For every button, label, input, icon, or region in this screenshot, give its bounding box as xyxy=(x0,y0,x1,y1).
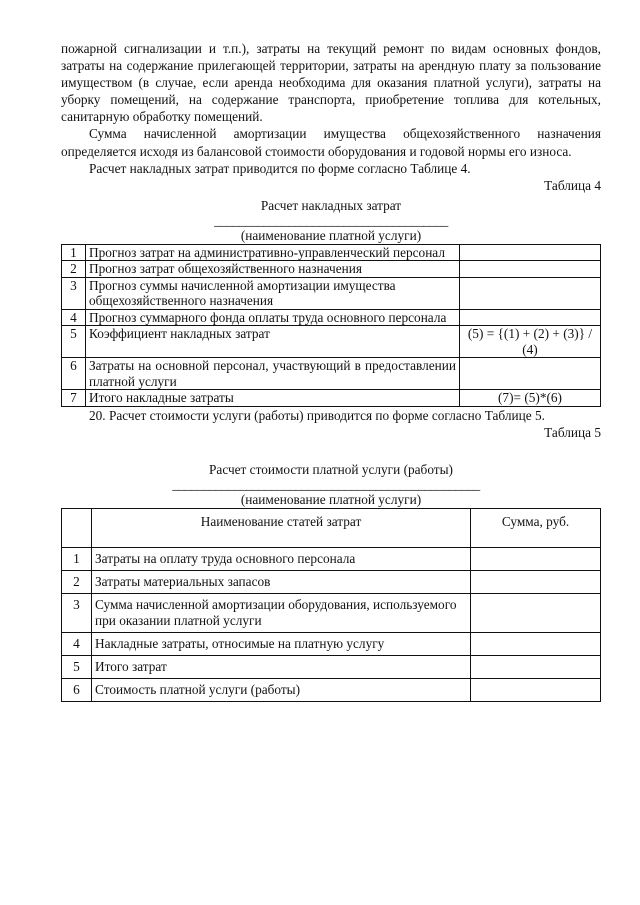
row-number: 4 xyxy=(62,632,92,655)
row-sum xyxy=(471,593,601,632)
row-number: 4 xyxy=(62,309,86,326)
table-row xyxy=(62,570,601,593)
table4-label: Таблица 4 xyxy=(544,177,601,193)
row-number: 5 xyxy=(62,326,86,358)
row-name: Прогноз суммарного фонда оплаты труда основного персонала xyxy=(86,309,460,326)
document-page xyxy=(61,40,601,702)
row-value xyxy=(460,358,601,390)
intro-paragraph-1: пожарной сигнализации и т.п.), затраты на текущий ремонт по видам основных фондов, затраты на содержание прилегающей территории, затраты на арендную плату за пользование имуществом (в случае, если аренда необходима для оказания платной услуги), затраты на уборку помещений, на содержание транспорта, приобретение топлива для котельных, санитарную обработку помещений. xyxy=(61,41,601,125)
header-name: Наименование статей затрат xyxy=(92,508,471,547)
row-name: Прогноз затрат на административно-управленческий персонал xyxy=(86,244,460,261)
row-name: Итого накладные затраты xyxy=(86,390,460,407)
table-row xyxy=(62,547,601,570)
row-name: Стоимость платной услуги (работы) xyxy=(92,678,471,701)
table-row xyxy=(62,261,601,278)
intro-paragraph-3: Расчет накладных затрат приводится по форме согласно Таблице 4. xyxy=(89,160,471,176)
row-number: 1 xyxy=(62,547,92,570)
table-row xyxy=(62,277,601,309)
row-number: 2 xyxy=(62,261,86,278)
table4-title: Расчет накладных затрат xyxy=(260,197,402,213)
row-number: 6 xyxy=(62,358,86,390)
table5-title: Расчет стоимости платной услуги (работы) xyxy=(209,461,453,477)
row-name: Коэффициент накладных затрат xyxy=(86,326,460,358)
row-value xyxy=(460,261,601,278)
row-number: 1 xyxy=(62,244,86,261)
row-number: 7 xyxy=(62,390,86,407)
table-row xyxy=(62,309,601,326)
row-value: (7)= (5)*(6) xyxy=(460,390,601,407)
row-sum xyxy=(471,678,601,701)
table5-subtitle: (наименование платной услуги) xyxy=(240,491,422,507)
row-value xyxy=(460,309,601,326)
table5 xyxy=(61,508,601,702)
table-row xyxy=(62,358,601,390)
row-value xyxy=(460,244,601,261)
row-name: Прогноз суммы начисленной амортизации имущества общехозяйственного назначения xyxy=(86,277,460,309)
table-row xyxy=(62,593,601,632)
row-name: Прогноз затрат общехозяйственного назначения xyxy=(86,261,460,278)
row-value xyxy=(460,277,601,309)
row-number: 5 xyxy=(62,655,92,678)
row-sum xyxy=(471,632,601,655)
table-row xyxy=(62,632,601,655)
row-name: Накладные затраты, относимые на платную услугу xyxy=(92,632,471,655)
row-name: Затраты на оплату труда основного персонала xyxy=(92,547,471,570)
row-name: Затраты материальных запасов xyxy=(92,570,471,593)
header-sum: Сумма, руб. xyxy=(471,508,601,547)
table-row xyxy=(62,390,601,407)
row-name: Сумма начисленной амортизации оборудования, используемого при оказании платной услуги xyxy=(92,593,471,632)
header-number-cell xyxy=(62,508,92,547)
table-row xyxy=(62,326,601,358)
row-sum xyxy=(471,547,601,570)
table-row xyxy=(62,244,601,261)
table5-label: Таблица 5 xyxy=(544,424,601,440)
row-sum xyxy=(471,655,601,678)
table4-blank-line: ______________________________________ xyxy=(214,212,448,228)
table4 xyxy=(61,244,601,407)
row-name: Затраты на основной персонал, участвующий в предоставлении платной услуги xyxy=(86,358,460,390)
row-name: Итого затрат xyxy=(92,655,471,678)
row-number: 3 xyxy=(62,277,86,309)
table-header-row xyxy=(62,508,601,547)
intro-paragraph-2: Сумма начисленной амортизации имущества общехозяйственного назначения определяется исходя из балансовой стоимости оборудования и годовой нормы его износа. xyxy=(61,126,601,159)
table4-subtitle: (наименование платной услуги) xyxy=(240,227,422,243)
row-value: (5) = {(1) + (2) + (3)} / (4) xyxy=(460,326,601,358)
row-number: 6 xyxy=(62,678,92,701)
row-sum xyxy=(471,570,601,593)
table5-blank-line: __________________________________________________ xyxy=(172,476,480,492)
row-number: 2 xyxy=(62,570,92,593)
row-number: 3 xyxy=(62,593,92,632)
table-row xyxy=(62,655,601,678)
table-row xyxy=(62,678,601,701)
paragraph-20: 20. Расчет стоимости услуги (работы) приводится по форме согласно Таблице 5. xyxy=(89,407,545,423)
